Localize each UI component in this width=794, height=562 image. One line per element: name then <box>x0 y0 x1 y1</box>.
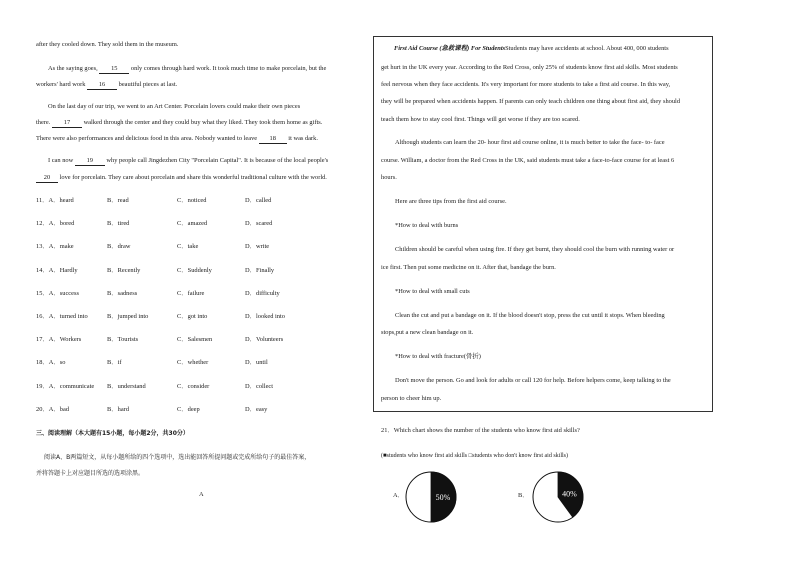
option-14-b[interactable]: B．Recently <box>107 266 141 274</box>
passage-line: Here are three tips from the first aid course. <box>395 198 507 205</box>
option-16-d[interactable]: D．looked into <box>245 313 285 320</box>
blank-20[interactable]: 20 <box>36 174 58 183</box>
tip-heading: *How to deal with burns <box>395 222 459 229</box>
option-20-n[interactable]: 20．A．bad <box>36 405 70 413</box>
passage-line: On the last day of our trip, we went to an Art Center. Porcelain lovers could make their own pieces <box>48 103 301 110</box>
option-16-c[interactable]: C．got into <box>177 313 208 320</box>
passage-line: As the saying goes, 15 only comes through hard work. It took much time to make porcelain, but the <box>48 65 327 72</box>
option-16-b[interactable]: B．jumped into <box>107 313 149 320</box>
option-15-n[interactable]: 15．A．success <box>36 289 79 297</box>
passage-line: course. William, a doctor from the Red Cross in the UK, said students must take a face-to-face course for at least 6 <box>381 157 675 164</box>
blank-16[interactable]: 16 <box>87 81 117 90</box>
option-20-c[interactable]: C．deep <box>177 405 200 413</box>
option-14-n[interactable]: 14．A．Hardly <box>36 266 78 274</box>
passage-line: teach them how to stay cool first. Things will get worse if they are too scared. <box>381 116 580 123</box>
option-12-n[interactable]: 12．A．bored <box>36 220 75 228</box>
option-15-d[interactable]: D．difficulty <box>245 289 280 297</box>
passage-line: hours. <box>381 174 397 181</box>
passage-line: 20 love for porcelain. They care about porcelain and share this wonderful traditional culture with the world. <box>36 174 327 183</box>
pie-chart-b[interactable] <box>531 470 585 524</box>
tip-heading: *How to deal with small cuts <box>395 288 470 295</box>
passage-line: Don't move the person. Go and look for adults or call 120 for help. Before helpers come, keep talking to the <box>395 377 671 384</box>
option-15-b[interactable]: B．sadness <box>107 289 138 297</box>
option-11-c[interactable]: C．noticed <box>177 197 207 204</box>
question-21: 21．Which chart shows the number of the students who know first aid skills? <box>381 427 580 434</box>
passage-line: workers' hard work 16 beautiful pieces at last. <box>36 81 178 88</box>
pie-slice-label: 50% <box>435 493 451 502</box>
instruction: 并将答题卡上对应题目所选的选项涂黑。 <box>36 470 145 477</box>
option-20-d[interactable]: D．easy <box>245 405 268 413</box>
blank-17[interactable]: 17 <box>52 119 82 128</box>
option-14-d[interactable]: D．Finally <box>245 266 275 274</box>
passage-line: I can now 19 why people call Jingdezhen City "Porcelain Capital". It is because of the local people's <box>48 157 329 164</box>
option-17-b[interactable]: B．Tourists <box>107 336 139 344</box>
passage-line: Clean the cut and put a bandage on it. If the blood doesn't stop, press the cut until it stops. When bleeding <box>395 312 665 319</box>
chart-legend: (■students who know first aid skills □students who don't know first aid skills) <box>381 453 568 459</box>
option-12-c[interactable]: C．amazed <box>177 220 208 228</box>
option-19-b[interactable]: B．understand <box>107 382 146 390</box>
option-12-d[interactable]: D．scared <box>245 220 273 228</box>
option-17-n[interactable]: 17．A．Workers <box>36 336 82 344</box>
option-20-b[interactable]: B．hard <box>107 405 130 413</box>
tip-heading: *How to deal with fracture(骨折) <box>395 353 481 360</box>
option-13-d[interactable]: D．write <box>245 243 270 251</box>
option-18-d[interactable]: D．until <box>245 359 268 367</box>
option-18-c[interactable]: C．whether <box>177 359 209 367</box>
passage-line: There were also performances and delicious food in this area. Nobody wanted to leave 18 it was dark. <box>36 135 318 142</box>
pie-slice-label: 40% <box>562 489 577 499</box>
passage-line: they will be prepared when accidents happen. If parents can only teach children one thing about first aid, they should <box>381 98 681 105</box>
passage-line: stops,put a new clean bandage on it. <box>381 329 474 336</box>
passage-line: after they cooled down. They sold them in the museum. <box>36 41 179 48</box>
option-13-c[interactable]: C．take <box>177 243 199 251</box>
option-19-n[interactable]: 19．A．communicate <box>36 382 95 390</box>
passage-line: person to cheer him up. <box>381 395 442 402</box>
blank-15[interactable]: 15 <box>99 65 129 74</box>
option-18-b[interactable]: B．if <box>107 359 122 367</box>
blank-18[interactable]: 18 <box>259 135 287 144</box>
option-12-b[interactable]: B．tired <box>107 220 130 228</box>
instruction: 阅读A、B两篇短文，从每小题所给的四个选项中，选出能回答所提问题或完成所给句子的最佳答案， <box>44 454 311 461</box>
passage-line: Children should be careful when using fire. If they get burnt, they should cool the burn with running water or <box>395 246 675 253</box>
option-17-d[interactable]: D．Volunteers <box>245 336 284 344</box>
passage-line: Although students can learn the 20- hour first aid course online, it is much better to take the face- to- face <box>395 139 665 146</box>
passage-title: First Aid Course (急救课程) For StudentsStudents may have accidents at school. About 400, 000 students <box>394 45 669 52</box>
option-15-c[interactable]: C．failure <box>177 289 205 297</box>
section-title: 三、阅读理解（本大题有15小题，每小题2分，共30分） <box>36 430 189 437</box>
passage-letter: A <box>199 491 204 498</box>
option-11-n[interactable]: 11．A．heard <box>36 197 74 204</box>
option-13-b[interactable]: B．draw <box>107 243 131 251</box>
passage-line: feel nervous when they face accidents. It's very important for more students to take a first aid course. In this way, <box>381 81 671 88</box>
option-b-label[interactable]: B． <box>518 492 529 499</box>
blank-19[interactable]: 19 <box>75 157 105 166</box>
pie-chart-a[interactable] <box>404 470 458 524</box>
option-16-n[interactable]: 16．A．turned into <box>36 313 88 320</box>
option-17-c[interactable]: C．Salesmen <box>177 336 213 344</box>
passage-line: ice first. Then put some medicine on it. After that, bandage the burn. <box>381 264 556 271</box>
option-19-d[interactable]: D．collect <box>245 382 274 390</box>
option-14-c[interactable]: C．Suddenly <box>177 266 212 274</box>
passage-line: there. 17 walked through the center and they could buy what they liked. They took them home as gifts. <box>36 119 323 126</box>
option-11-d[interactable]: D．called <box>245 197 272 204</box>
option-19-c[interactable]: C．consider <box>177 382 210 390</box>
passage-line: get hurt in the UK every year. According to the Red Cross, only 25% of students know first aid skills. Most students <box>381 64 678 71</box>
option-18-n[interactable]: 18．A．so <box>36 359 66 367</box>
option-11-b[interactable]: B．read <box>107 197 129 204</box>
option-13-n[interactable]: 13．A．make <box>36 243 74 251</box>
option-a-label[interactable]: A． <box>393 492 405 499</box>
